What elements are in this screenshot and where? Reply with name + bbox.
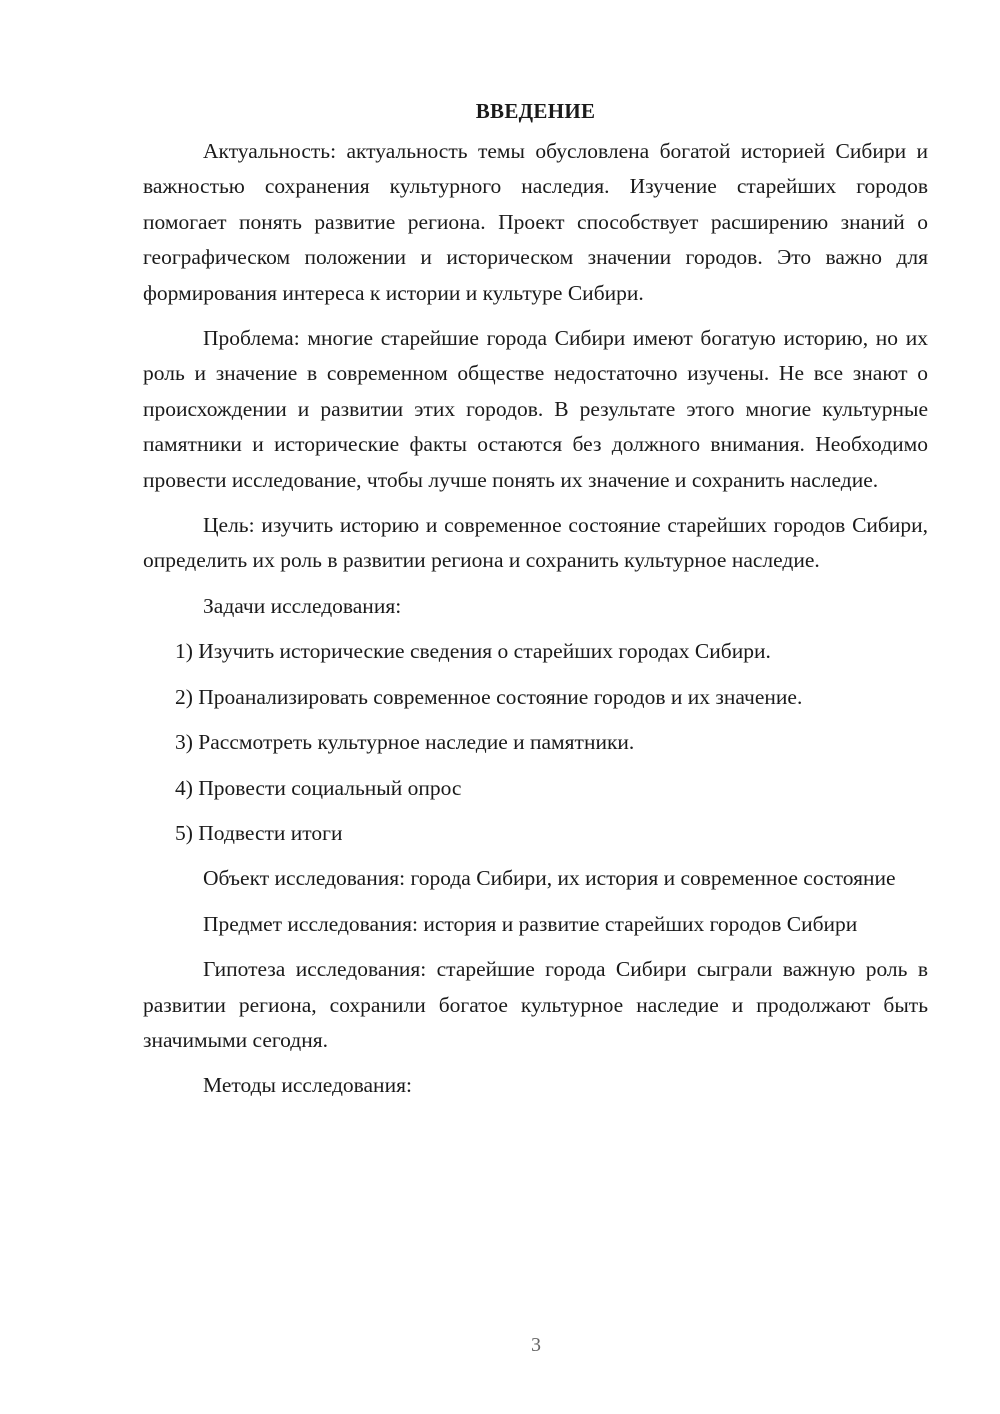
page-number: 3 <box>531 1334 541 1356</box>
tasks-list <box>143 634 928 851</box>
tasks-heading: Задачи исследования: <box>203 593 402 618</box>
paragraph-goal: Цель: изучить историю и современное состояние старейших городов Сибири, определить их роль в развитии региона и сохранить культурное наследие. <box>143 513 928 573</box>
list-item: 1) Изучить исторические сведения о старейших городах Сибири. <box>175 639 771 664</box>
list-item: 2) Проанализировать современное состояние городов и их значение. <box>175 684 803 709</box>
paragraph-problem: Проблема: многие старейшие города Сибири имеют богатую историю, но их роль и значение в современном обществе недостаточно изучены. Не все знают о происхождении и развитии этих городов. В результате этого многие культурные памятники и исторические факты остаются без должного внимания. Необходимо провести исследование, чтобы лучше понять их значение и сохранить наследие. <box>143 326 928 492</box>
methods-heading: Методы исследования: <box>203 1073 412 1098</box>
paragraph-hypothesis: Гипотеза исследования: старейшие города Сибири сыграли важную роль в развитии региона, сохранили богатое культурное наследие и продолжают быть значимыми сегодня. <box>143 957 928 1052</box>
document-page <box>143 96 928 1114</box>
page-title: ВВЕДЕНИЕ <box>475 99 596 123</box>
list-item: 3) Рассмотреть культурное наследие и памятники. <box>175 730 635 755</box>
paragraph-object: Объект исследования: города Сибири, их история и современное состояние <box>203 866 896 891</box>
paragraph-relevance: Актуальность: актуальность темы обусловлена богатой историей Сибири и важностью сохранения культурного наследия. Изучение старейших городов помогает понять развитие региона. Проект способствует расширению знаний о географическом положении и историческом значении городов. Это важно для формирования интереса к истории и культуре Сибири. <box>143 139 928 305</box>
list-item: 5) Подвести итоги <box>175 820 343 845</box>
list-item: 4) Провести социальный опрос <box>175 775 462 800</box>
paragraph-subject: Предмет исследования: история и развитие старейших городов Сибири <box>203 911 858 936</box>
